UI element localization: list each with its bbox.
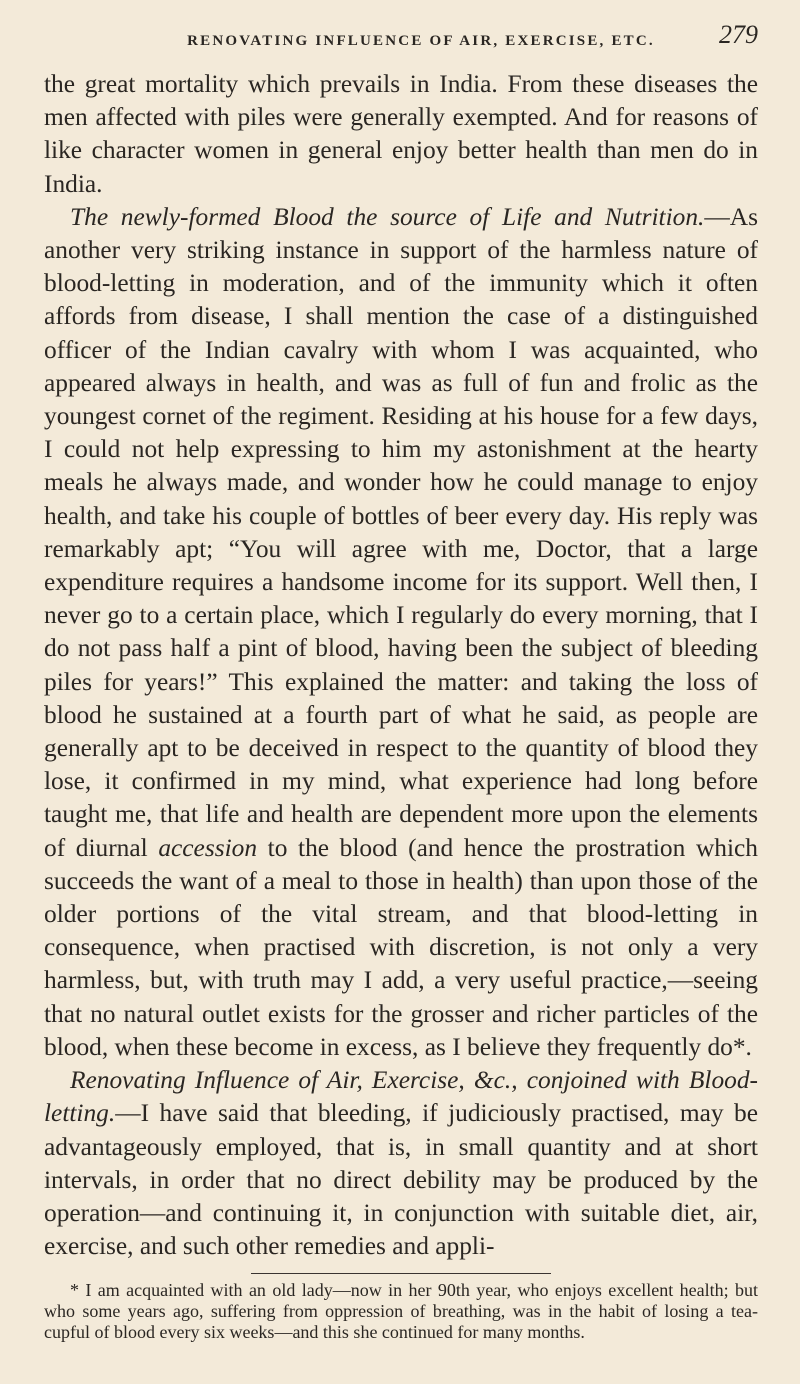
page-number: 279 [719, 20, 758, 49]
paragraph-text: I have said that bleeding, if judiciously practised, may be advantageously employed, that is, in small quantity and at short intervals, in order that no direct debility may be produced by the operation—and continuing it, in conjunction with suitable diet, air, exercise, and such other remedies and appli- [44, 1099, 758, 1261]
paragraph-text: to the blood (and hence the prostration which succeeds the want of a meal to those in health) than upon those of the older portions of the vital stream, and that blood-letting in consequence, when practised with discretion, is not only a very harmless, but, with truth may I add, a very useful practice,—seeing that no natural outlet exists for the grosser and richer particles of the blood, when these become in excess, as I believe they frequently do*. [44, 833, 758, 1061]
footnote-divider [251, 1273, 551, 1274]
page-header [44, 20, 758, 64]
paragraph-renovating-influence [44, 1064, 758, 1263]
body-text [44, 68, 758, 1263]
heading-dash: — [115, 1099, 141, 1128]
paragraph-continuation: the great mortality which prevails in India. From these diseases the men affected with piles were generally exempted. And for reasons of like character women in general enjoy better health than men do in India. [44, 70, 758, 198]
paragraph-newly-formed-blood [44, 201, 758, 1064]
section-heading-newly-formed-blood: The newly-formed Blood the source of Life and Nutrition. [70, 202, 705, 231]
section-heading-renovating-influence: Renovating Influence of Air, Exercise, &c., conjoined with Blood-letting. [44, 1066, 758, 1128]
footnote: * I am acquainted with an old lady—now in her 90th year, who enjoys excellent health; but who some years ago, suffering from oppression of breathing, was in the habit of losing a tea-cupful of blood every six weeks—and this she continued for many months. [44, 1280, 758, 1343]
heading-dash: — [704, 202, 730, 231]
paragraph-text: As another very striking instance in support of the harmless nature of blood-letting in moderation, and of the immunity which it often affords from disease, I shall mention the case of a distinguished officer of the Indian cavalry with whom I was acquainted, who appeared always in health, and was as full of fun and frolic as the youngest cornet of the regiment. Residing at his house for a few days, I could not help expressing to him my astonishment at the hearty meals he always made, and wonder how he could manage to enjoy health, and take his couple of bottles of beer every day. His reply was remarkably apt; “You will agree with me, Doctor, that a large expenditure requires a handsome income for its support. Well then, I never go to a certain place, which I regularly do every morning, that I do not pass half a pint of blood, having been the subject of bleeding piles for years!” This explained the matter: and taking the loss of blood he sustained at a fourth part of what he said, as people are generally apt to be deceived in respect to the quantity of blood they lose, it confirmed in my mind, what experience had long before taught me, that life and health are dependent more upon the elements of diurnal [44, 202, 758, 862]
italic-word-accession: accession [158, 833, 258, 862]
running-head: RENOVATING INFLUENCE OF AIR, EXERCISE, ETC. [187, 33, 655, 49]
